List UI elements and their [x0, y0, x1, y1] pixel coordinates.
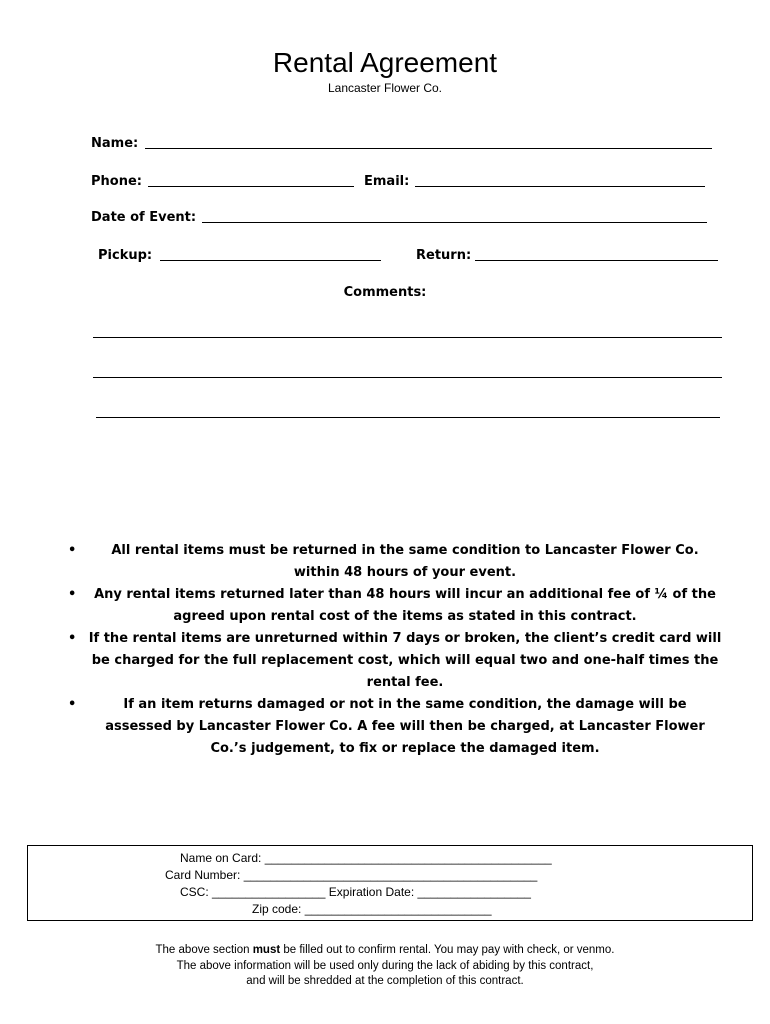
- payment-card-box: [27, 845, 753, 921]
- csc-expiration-field[interactable]: CSC: _________________ Expiration Date: _________________: [180, 885, 531, 899]
- comments-line-3[interactable]: [96, 417, 720, 418]
- comments-line-2[interactable]: [93, 377, 722, 378]
- company-subtitle: Lancaster Flower Co.: [327, 81, 443, 95]
- event-date-label: Date of Event:: [91, 210, 197, 225]
- bullet-icon: •: [68, 543, 77, 558]
- rule-text: All rental items must be returned in the same condition to Lancaster Flower Co. within 48 hours of your event.: [111, 543, 699, 580]
- bullet-icon: •: [68, 631, 77, 646]
- event-date-field[interactable]: [202, 222, 707, 223]
- phone-label: Phone:: [91, 174, 142, 189]
- footer-text: The above section: [155, 944, 253, 956]
- bullet-icon: •: [68, 697, 77, 712]
- card-name-field[interactable]: Name on Card: ___________________________________________: [180, 851, 552, 865]
- footer-line-1: [0, 943, 770, 959]
- page-title: Rental Agreement: [272, 47, 498, 78]
- footer-line-2: The above information will be used only during the lack of abiding by this contract,: [176, 959, 594, 972]
- pickup-field[interactable]: [160, 260, 381, 261]
- rule-text: If the rental items are unreturned within 7 days or broken, the client’s credit card will be charged for the full replacement cost, which will equal two and one-half times the rental fee.: [88, 631, 722, 690]
- card-number-field[interactable]: Card Number: ____________________________________________: [165, 868, 538, 882]
- rule-item: [60, 628, 730, 694]
- footer-notice: [0, 943, 770, 990]
- footer-emphasis: must: [252, 944, 281, 956]
- footer-text: be filled out to confirm rental. You may pay with check, or venmo.: [280, 944, 615, 956]
- return-label: Return:: [416, 248, 472, 263]
- rental-rules-list: [60, 540, 730, 760]
- email-field[interactable]: [415, 186, 705, 187]
- email-label: Email:: [364, 174, 410, 189]
- name-field[interactable]: [145, 148, 712, 149]
- comments-line-1[interactable]: [93, 337, 722, 338]
- rule-item: [60, 540, 730, 584]
- name-label: Name:: [91, 136, 139, 151]
- rule-text: If an item returns damaged or not in the same condition, the damage will be assessed by Lancaster Flower Co. A fee will then be charged, at Lancaster Flower Co.’s judgement, to fix or replace the damaged item.: [105, 697, 705, 756]
- bullet-icon: •: [68, 587, 77, 602]
- pickup-label: Pickup:: [98, 248, 153, 263]
- comments-label: Comments:: [343, 285, 427, 300]
- zip-code-field[interactable]: Zip code: ____________________________: [252, 902, 492, 916]
- rule-item: [60, 694, 730, 760]
- return-field[interactable]: [475, 260, 718, 261]
- rule-item: [60, 584, 730, 628]
- rule-text: Any rental items returned later than 48 hours will incur an additional fee of ¼ of the agreed upon rental cost of the items as stated in this contract.: [94, 587, 716, 624]
- phone-field[interactable]: [148, 186, 354, 187]
- footer-line-3: and will be shredded at the completion of this contract.: [246, 975, 524, 987]
